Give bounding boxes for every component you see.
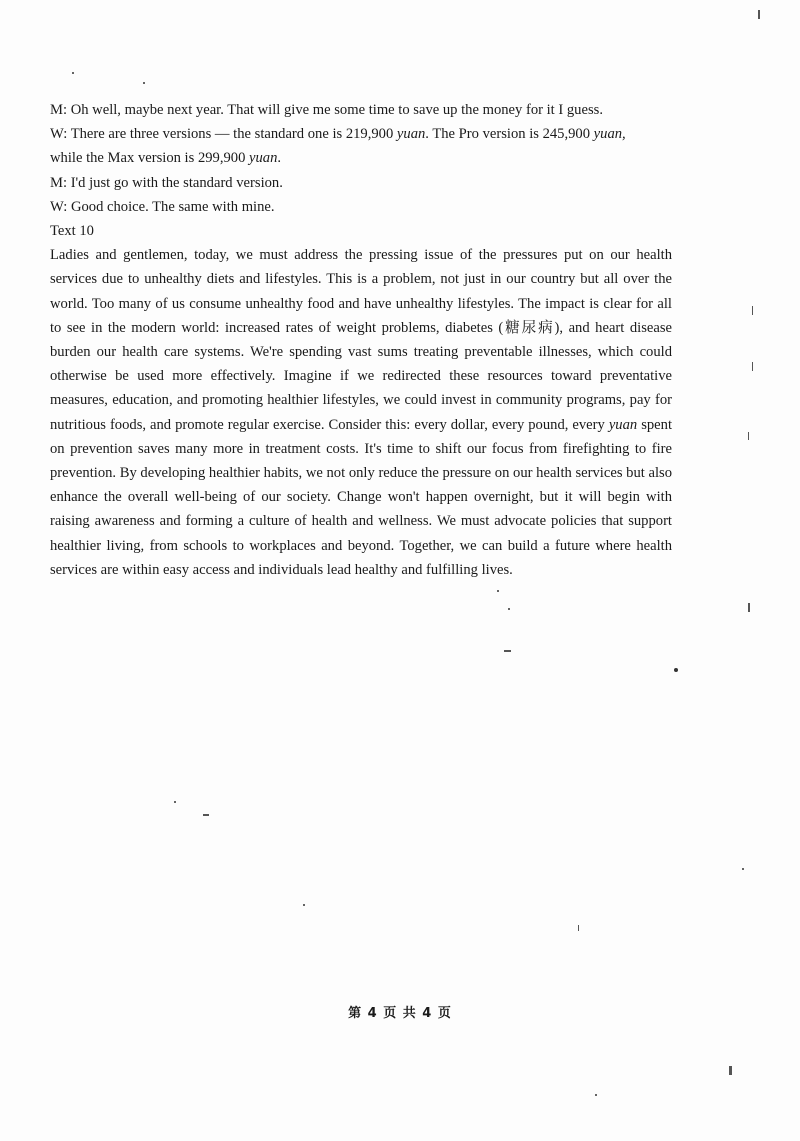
currency-word: yuan xyxy=(608,416,638,433)
scan-mark xyxy=(752,306,753,315)
dialogue-line-1 xyxy=(50,98,672,122)
scan-speck xyxy=(497,590,499,592)
scan-speck xyxy=(742,868,744,870)
transcript-body xyxy=(50,98,672,582)
passage-text: Ladies and gentlemen, today, we must address the pressing issue of the pressures put on our health services due to unhealthy diets and lifestyles. This is a problem, not just in our country but all over the world. Too many of us consume unhealthy food and have unhealthy lifestyles. The impact is clear for all to see in the modern world: increased rates of weight problems, diabetes (糖尿病), and heart disease burden our health care systems. We're spending vast sums treating preventable illnesses, which could otherwise be used more effectively. Imagine if we redirected these resources toward preventative measures, education, and promoting healthier lifestyles, we could invest in community programs, pay for nutritious foods, and promote regular exercise. Consider this: every dollar, every pound, every xyxy=(50,247,672,433)
scan-speck xyxy=(508,608,510,610)
dialogue-text: I'd just go with the standard version. xyxy=(70,174,283,191)
currency-word: yuan xyxy=(249,150,278,167)
speaker-label: M: xyxy=(50,102,68,118)
dialogue-text: Good choice. The same with mine. xyxy=(70,198,275,215)
scan-mark xyxy=(578,925,579,931)
dialogue-line-2 xyxy=(50,122,672,146)
scan-mark xyxy=(748,432,749,440)
speaker-label: W: xyxy=(50,126,68,143)
scan-speck xyxy=(595,1094,597,1096)
scan-speck xyxy=(674,668,678,672)
speaker-label: M: xyxy=(50,174,68,191)
scan-mark xyxy=(758,10,760,19)
dialogue-text: while the Max version is 299,900 xyxy=(50,150,250,167)
dialogue-text: There are three versions — the standard one is 219,900 xyxy=(70,126,397,143)
dialogue-line-3 xyxy=(50,171,672,195)
dialogue-text: Oh well, maybe next year. That will give me some time to save up the money for it I guess. xyxy=(70,102,603,118)
currency-word: yuan, xyxy=(593,126,626,143)
passage-paragraph xyxy=(50,243,672,582)
scan-mark xyxy=(748,603,750,612)
scan-speck xyxy=(174,801,176,803)
scan-speck xyxy=(143,82,145,84)
speaker-label: W: xyxy=(50,198,68,215)
dialogue-text: . xyxy=(277,150,282,167)
page-footer: 第 4 页 共 4 页 xyxy=(348,1006,452,1021)
dialogue-text: . The Pro version is 245,900 xyxy=(425,126,594,143)
scan-mark xyxy=(504,650,511,652)
dialogue-line-2-continued xyxy=(50,146,672,170)
section-title: Text 10 xyxy=(50,223,94,240)
passage-text: spent on prevention saves many more in treatment costs. It's time to shift our focus from firefighting to fire prevention. By developing healthier habits, we not only reduce the pressure on our health services but also enhance the overall well-being of our society. Change won't happen overnight, but it will begin with raising awareness and forming a culture of health and wellness. We must advocate policies that support healthier living, from schools to workplaces and beyond. Together, we can build a future where health services are within easy access and individuals lead healthy and fulfilling lives. xyxy=(50,416,672,578)
scan-mark xyxy=(729,1066,732,1075)
currency-word: yuan xyxy=(396,126,426,143)
scan-mark xyxy=(752,362,753,371)
scan-speck xyxy=(303,904,305,906)
scan-speck xyxy=(72,72,74,74)
scan-mark xyxy=(203,814,209,816)
dialogue-line-4 xyxy=(50,195,672,219)
